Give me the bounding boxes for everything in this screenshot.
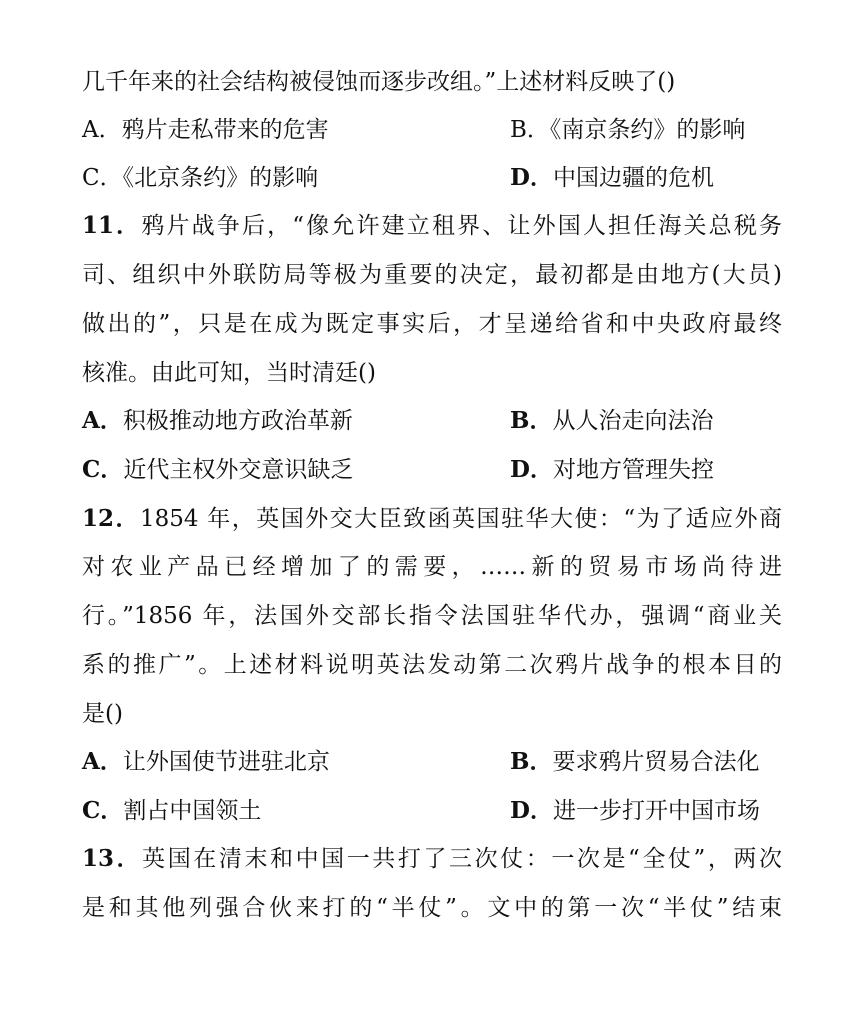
q12-option-b[interactable]	[510, 742, 759, 782]
option-letter: A．	[82, 407, 123, 434]
option-letter: B．	[510, 748, 553, 775]
q10-options-row-1	[82, 110, 782, 150]
q12-stem-line-4: 系的推广”。上述材料说明英法发动第二次鸦片战争的根本目的	[82, 652, 782, 678]
option-letter: A．	[82, 748, 123, 775]
question-number: 12．	[82, 505, 140, 532]
q11-stem-text: 鸦片战争后，“像允许建立租界、让外国人担任海关总税务	[141, 213, 782, 239]
q11-stem-line-1	[82, 206, 782, 246]
q11-options-row-2	[82, 450, 782, 490]
q12-option-c[interactable]	[82, 791, 261, 831]
option-letter: C．	[82, 165, 123, 191]
q13-stem-text: 英国在清末和中国一共打了三次仗：一次是“全仗”，两次	[142, 846, 782, 872]
option-text: 让外国使节进驻北京	[122, 749, 330, 775]
option-text: 进一步打开中国市场	[552, 798, 760, 824]
q12-option-a[interactable]	[82, 742, 330, 782]
q11-stem-line-4: 核准。由此可知，当时清廷()	[82, 360, 376, 386]
q12-stem-line-5: 是()	[82, 701, 123, 727]
option-text: 鸦片走私带来的危害	[121, 117, 329, 143]
option-letter: D．	[510, 797, 553, 824]
option-text: 从人治走向法治	[552, 408, 714, 434]
q11-option-d[interactable]	[510, 450, 714, 490]
q11-stem-line-3: 做出的”，只是在成为既定事实后，才呈递给省和中央政府最终	[82, 311, 782, 337]
option-text: 割占中国领土	[123, 798, 262, 824]
q11-option-b[interactable]	[510, 401, 713, 441]
q11-option-c[interactable]	[82, 450, 353, 490]
option-text: 中国边疆的危机	[552, 165, 714, 191]
option-letter: D．	[510, 456, 553, 483]
q12-options-row-2	[82, 791, 782, 831]
option-letter: D．	[510, 164, 553, 191]
q11-options-row-1	[82, 401, 782, 441]
q11-stem-line-2: 司、组织中外联防局等极为重要的决定，最初都是由地方(大员)	[82, 262, 782, 288]
question-number: 13．	[82, 845, 143, 872]
option-letter: C．	[82, 797, 124, 824]
q12-stem-text: 1854 年，英国外交大臣致函英国驻华大使：“为了适应外商	[139, 506, 782, 532]
option-letter: A．	[82, 117, 122, 143]
option-letter: B．	[510, 407, 553, 434]
option-text: 要求鸦片贸易合法化	[552, 749, 760, 775]
q13-stem-line-1	[82, 839, 782, 879]
q12-stem-line-2: 对农业产品已经增加了的需要，……新的贸易市场尚待进	[82, 554, 782, 580]
option-text: 近代主权外交意识缺乏	[123, 457, 354, 483]
option-letter: B．	[510, 117, 550, 143]
q13-stem-line-2: 是和其他列强合伙来打的“半仗”。文中的第一次“半仗”结束	[82, 895, 782, 921]
option-text: 对地方管理失控	[552, 457, 714, 483]
question-number: 11．	[82, 212, 142, 239]
q10-option-d[interactable]	[510, 158, 714, 198]
q12-stem-line-1	[82, 499, 782, 539]
option-text: 《南京条约》的影响	[549, 117, 746, 143]
q12-stem-line-3: 行。”1856 年，法国外交部长指令法国驻华代办，强调“商业关	[82, 603, 782, 629]
option-text: 积极推动地方政治革新	[122, 408, 353, 434]
q11-option-a[interactable]	[82, 401, 353, 441]
q10-options-row-2	[82, 158, 782, 198]
q12-options-row-1	[82, 742, 782, 782]
q10-option-b[interactable]	[510, 110, 745, 150]
option-letter: C．	[82, 456, 124, 483]
q10-stem-tail: 几千年来的社会结构被侵蚀而逐步改组。”上述材料反映了()	[82, 69, 676, 95]
q10-option-c[interactable]	[82, 158, 318, 198]
option-text: 《北京条约》的影响	[122, 165, 319, 191]
q12-option-d[interactable]	[510, 791, 760, 831]
q10-option-a[interactable]	[82, 110, 329, 150]
